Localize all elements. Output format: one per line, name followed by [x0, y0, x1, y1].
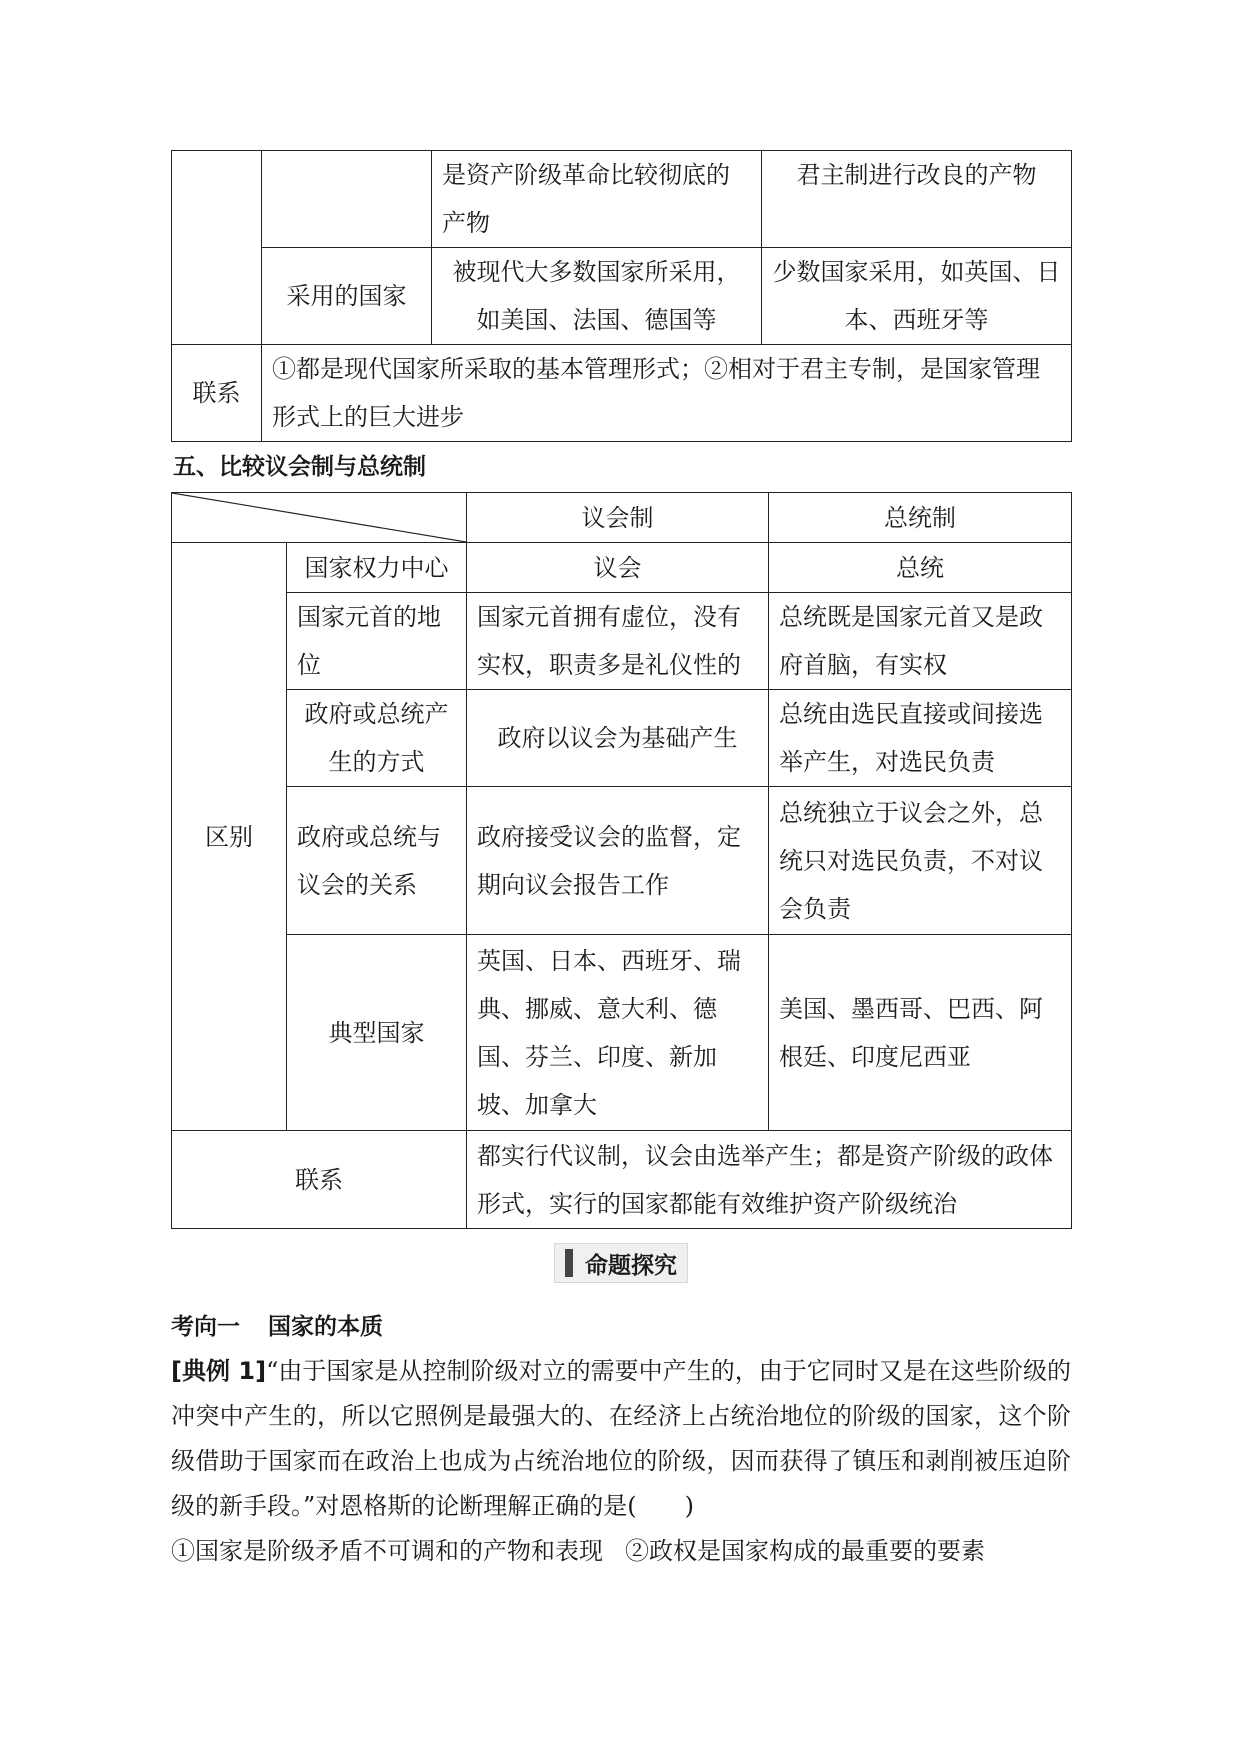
table-cell: 政府接受议会的监督，定期向议会报告工作 [467, 787, 769, 935]
question-heading [171, 1305, 1071, 1349]
table-cell: 被现代大多数国家所采用，如美国、法国、德国等 [432, 248, 762, 345]
table-row [172, 787, 1072, 935]
empty-cell [172, 151, 262, 345]
table-cell: 国家元首拥有虚位，没有实权，职责多是礼仪性的 [467, 593, 769, 690]
table-cell: ①都是现代国家所采取的基本管理形式；②相对于君主专制，是国家管理形式上的巨大进步 [262, 345, 1072, 442]
table-cell: 总统由选民直接或间接选举产生，对选民负责 [769, 690, 1072, 787]
row-label: 采用的国家 [262, 248, 432, 345]
banner-title: 命题探究 [585, 1252, 677, 1279]
example-tag: [典例 1] [171, 1357, 267, 1385]
section-banner [171, 1229, 1071, 1297]
table-row [172, 345, 1072, 442]
row-label: 政府或总统与议会的关系 [287, 787, 467, 935]
table-row [172, 1131, 1072, 1229]
table-cell: 总统独立于议会之外，总统只对选民负责，不对议会负责 [769, 787, 1072, 935]
table-cell: 英国、日本、西班牙、瑞典、挪威、意大利、德国、芬兰、印度、新加坡、加拿大 [467, 935, 769, 1131]
parliament-presidential-table [171, 492, 1072, 1229]
table-row [172, 151, 1072, 248]
table-row [172, 690, 1072, 787]
row-label: 国家元首的地位 [287, 593, 467, 690]
column-header: 议会制 [467, 493, 769, 543]
row-label: 典型国家 [287, 935, 467, 1131]
table-cell: 总统 [769, 543, 1072, 593]
row-label: 政府或总统产生的方式 [287, 690, 467, 787]
table-row [172, 248, 1072, 345]
table-row [172, 935, 1072, 1131]
empty-cell [262, 151, 432, 248]
table-cell: 美国、墨西哥、巴西、阿根廷、印度尼西亚 [769, 935, 1072, 1131]
diagonal-header-cell [172, 493, 467, 543]
document-page [171, 150, 1071, 1574]
column-header: 总统制 [769, 493, 1072, 543]
table-cell: 少数国家采用，如英国、日本、西班牙等 [762, 248, 1072, 345]
table-cell: 政府以议会为基础产生 [467, 690, 769, 787]
row-label: 国家权力中心 [287, 543, 467, 593]
diagonal-line [172, 493, 466, 542]
heading-text: 国家的本质 [268, 1314, 383, 1340]
question-options [171, 1529, 1071, 1574]
table-row [172, 543, 1072, 593]
row-group-label: 区别 [172, 543, 287, 1131]
table-cell: 是资产阶级革命比较彻底的产物 [432, 151, 762, 248]
section-title: 五、比较议会制与总统制 [173, 454, 426, 480]
table-header-row [172, 493, 1072, 543]
table-row [172, 593, 1072, 690]
banner-bar-icon [565, 1249, 573, 1277]
table-cell: 君主制进行改良的产物 [762, 151, 1072, 248]
row-label: 联系 [172, 345, 262, 442]
option-1: ①国家是阶级矛盾不可调和的产物和表现 [171, 1537, 603, 1565]
option-2: ②政权是国家构成的最重要的要素 [625, 1537, 985, 1565]
question-text: “由于国家是从控制阶级对立的需要中产生的，由于它同时又是在这些阶级的冲突中产生的，所以它照例是最强大的、在经济上占统治地位的阶级的国家，这个阶级借助于国家而在政治上也成为占统治地位的阶级，因而获得了镇压和剥削被压迫阶级的新手段。”对恩格斯的论断理解正确的是( ) [171, 1357, 1071, 1520]
question-body [171, 1349, 1071, 1529]
table-cell: 都实行代议制，议会由选举产生；都是资产阶级的政体形式，实行的国家都能有效维护资产阶级统治 [467, 1131, 1072, 1229]
table-cell: 总统既是国家元首又是政府首脑，有实权 [769, 593, 1072, 690]
heading-number: 考向一 [171, 1314, 240, 1340]
comparison-table-continued [171, 150, 1072, 442]
table-cell: 议会 [467, 543, 769, 593]
row-label: 联系 [172, 1131, 467, 1229]
